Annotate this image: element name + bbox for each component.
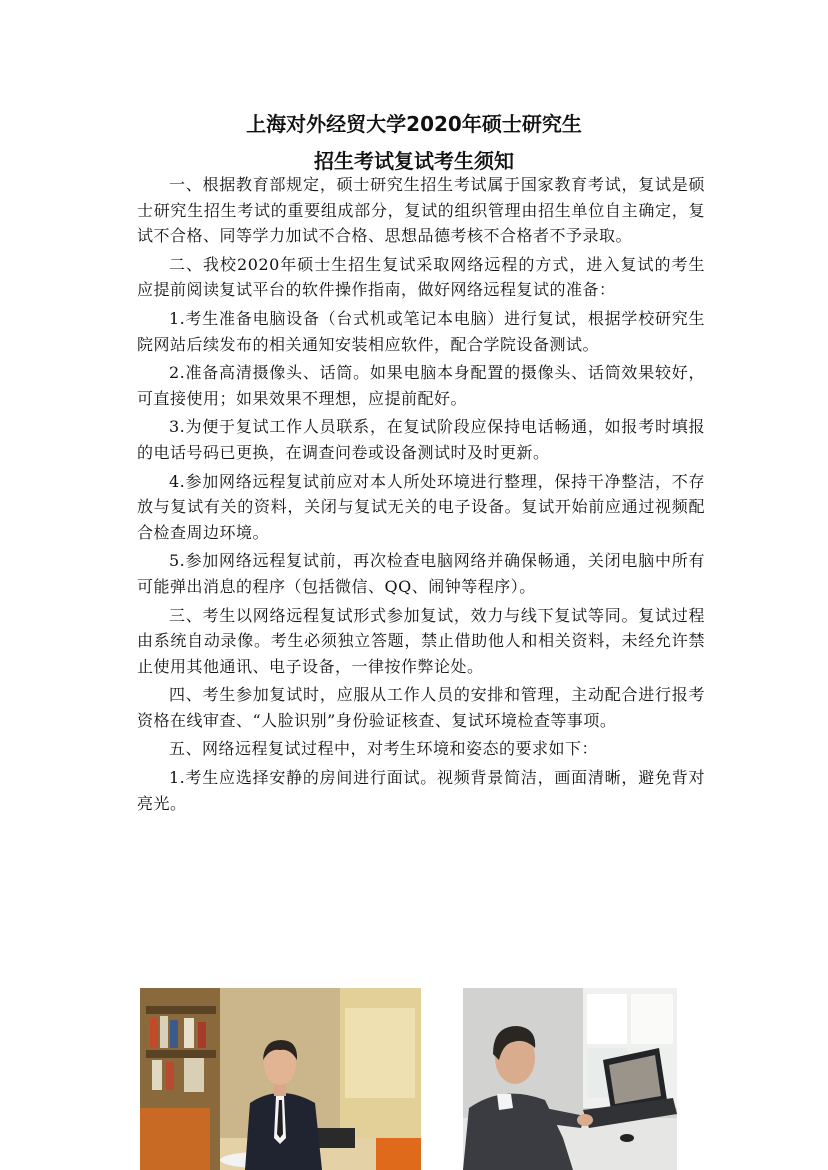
document-body xyxy=(137,172,705,819)
paragraph: 1.考生准备电脑设备（台式机或笔记本电脑）进行复试，根据学校研究生院网站后续发布的相关通知安装相应软件，配合学院设备测试。 xyxy=(137,308,705,354)
paragraph: 五、网络远程复试过程中，对考生环境和姿态的要求如下： xyxy=(169,739,599,759)
paragraph: 一、根据教育部规定，硕士研究生招生考试属于国家教育考试，复试是硕士研究生招生考试的重要组成部分，复试的组织管理由招生单位自主确定，复试不合格、同等学力加试不合格、思想品德考核不合格者不予录取。 xyxy=(137,175,705,246)
paragraph: 1.考生应选择安静的房间进行面试。视频背景简洁，画面清晰，避免背对亮光。 xyxy=(137,768,705,813)
paragraph: 四、考生参加复试时，应服从工作人员的安排和管理，主动配合进行报考资格在线审查、“人脸识别”身份验证核查、复试环境检查等事项。 xyxy=(137,685,705,730)
paragraph: 4.参加网络远程复试前应对本人所处环境进行整理，保持干净整洁，不存放与复试有关的资料，关闭与复试无关的电子设备。复试开始前应通过视频配合检查周边环境。 xyxy=(137,471,705,542)
paragraph: 2.准备高清摄像头、话筒。如果电脑本身配置的摄像头、话筒效果较好，可直接使用；如果效果不理想，应提前配好。 xyxy=(137,363,705,408)
example-photo-laptop-window xyxy=(463,988,677,1170)
paragraph: 5.参加网络远程复试前，再次检查电脑网络并确保畅通，关闭电脑中所有可能弹出消息的程序（包括微信、QQ、闹钟等程序）。 xyxy=(137,551,705,596)
document-title-line-1: 上海对外经贸大学2020年硕士研究生 xyxy=(246,112,582,136)
paragraph: 3.为便于复试工作人员联系，在复试阶段应保持电话畅通，如报考时填报的电话号码已更换，在调查问卷或设备测试时及时更新。 xyxy=(137,417,705,462)
document-title-line-2: 招生考试复试考生须知 xyxy=(314,149,514,173)
paragraph: 二、我校2020年硕士生招生复试采取网络远程的方式，进入复试的考生应提前阅读复试平台的软件操作指南，做好网络远程复试的准备： xyxy=(137,254,705,300)
example-photo-office-desk xyxy=(140,988,421,1170)
paragraph: 三、考生以网络远程复试形式参加复试，效力与线下复试等同。复试过程由系统自动录像。考生必须独立答题，禁止借助他人和相关资料，未经允许禁止使用其他通讯、电子设备，一律按作弊论处。 xyxy=(137,605,705,676)
